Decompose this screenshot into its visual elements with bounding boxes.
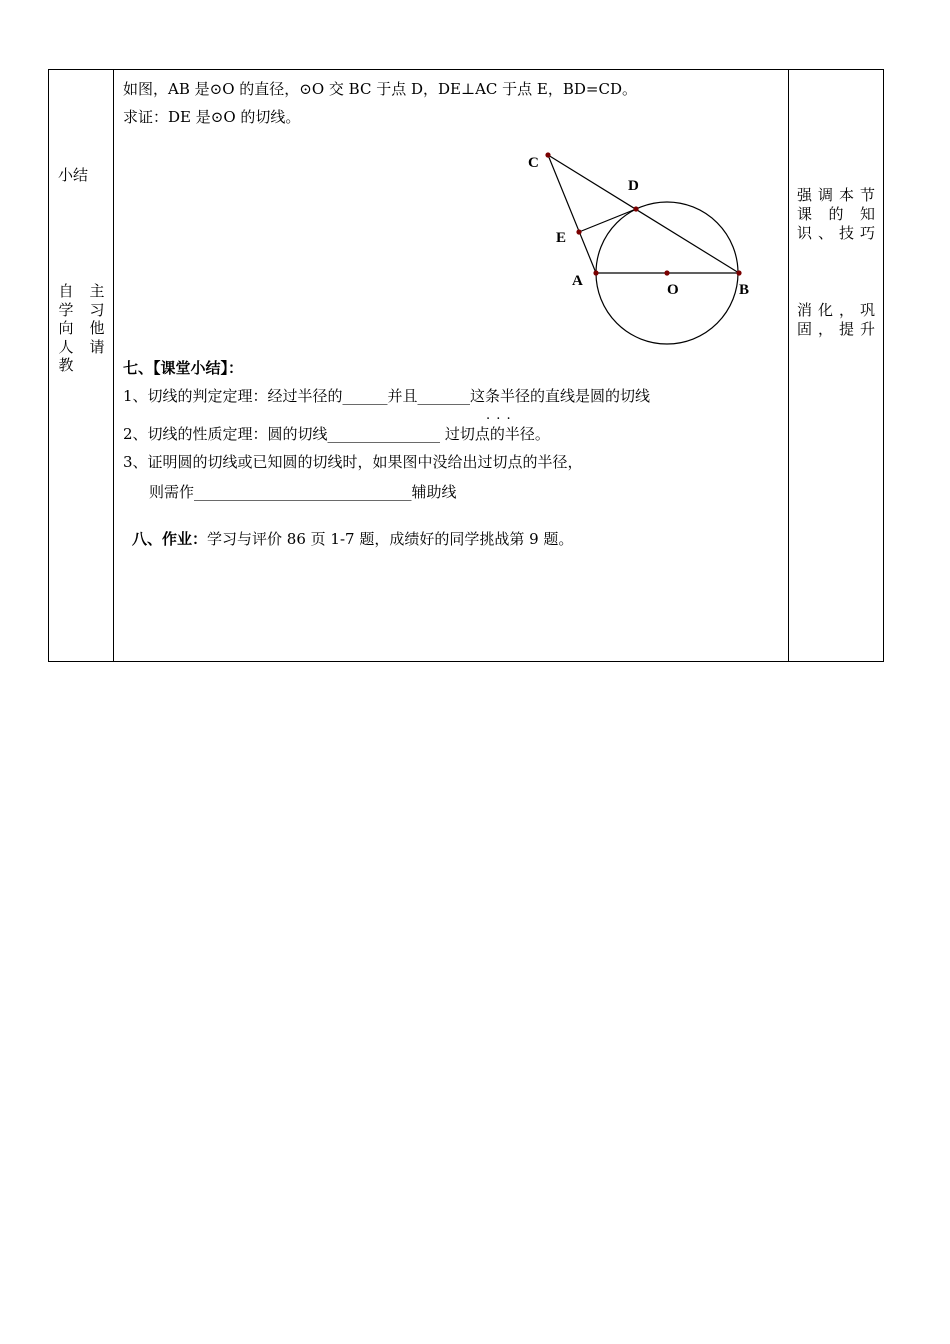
- problem-goal: 求证：DE 是⊙O 的切线。: [123, 108, 301, 126]
- label-c: C: [528, 155, 539, 171]
- segment-cb: [548, 155, 739, 273]
- point-o: [664, 270, 669, 275]
- note-emphasize: 强调本节 课的知 识、技巧: [797, 186, 875, 242]
- label-d: D: [628, 178, 639, 194]
- label-o: O: [667, 282, 679, 298]
- summary-item-2: 2、切线的性质定理：圆的切线_______________ 过切点的半径。: [123, 425, 550, 443]
- homework-text: 学习与评价 86 页 1-7 题，成绩好的同学挑战第 9 题。: [207, 530, 574, 548]
- left-vertical-text-a: 自 学 向 人 教: [58, 282, 74, 374]
- label-b: B: [739, 282, 750, 298]
- homework-label: 八、作业：: [132, 530, 208, 548]
- label-a: A: [572, 273, 583, 289]
- label-e: E: [556, 230, 567, 246]
- section-7-title: 七、【课堂小结】：: [123, 359, 244, 377]
- summary-item-3: 3、证明圆的切线或已知圆的切线时，如果图中没给出过切点的半径，: [123, 453, 583, 471]
- left-vertical-text-b: 主 习 他 请: [89, 282, 105, 356]
- point-b: [736, 270, 741, 275]
- segment-de: [579, 209, 636, 232]
- column-divider-left: [113, 70, 114, 661]
- column-divider-right: [788, 70, 789, 661]
- homework-line: [132, 530, 573, 548]
- geometry-figure: [520, 145, 760, 350]
- summary-item-1: 1、切线的判定定理：经过半径的______并且_______这条半径的直线是圆的切线: [123, 387, 651, 405]
- segment-ca: [548, 155, 596, 273]
- point-a: [593, 270, 598, 275]
- point-c: [545, 152, 550, 157]
- point-e: [576, 229, 581, 234]
- summary-label: 小结: [58, 166, 89, 184]
- note-consolidate: 消化，巩 固，提升: [797, 301, 875, 338]
- point-d: [633, 206, 638, 211]
- emphasis-dots: . . .: [486, 408, 512, 423]
- summary-item-3-cont: 则需作_____________________________辅助线: [149, 483, 457, 501]
- problem-statement: 如图，AB 是⊙O 的直径，⊙O 交 BC 于点 D，DE⊥AC 于点 E，BD=CD。: [123, 80, 638, 98]
